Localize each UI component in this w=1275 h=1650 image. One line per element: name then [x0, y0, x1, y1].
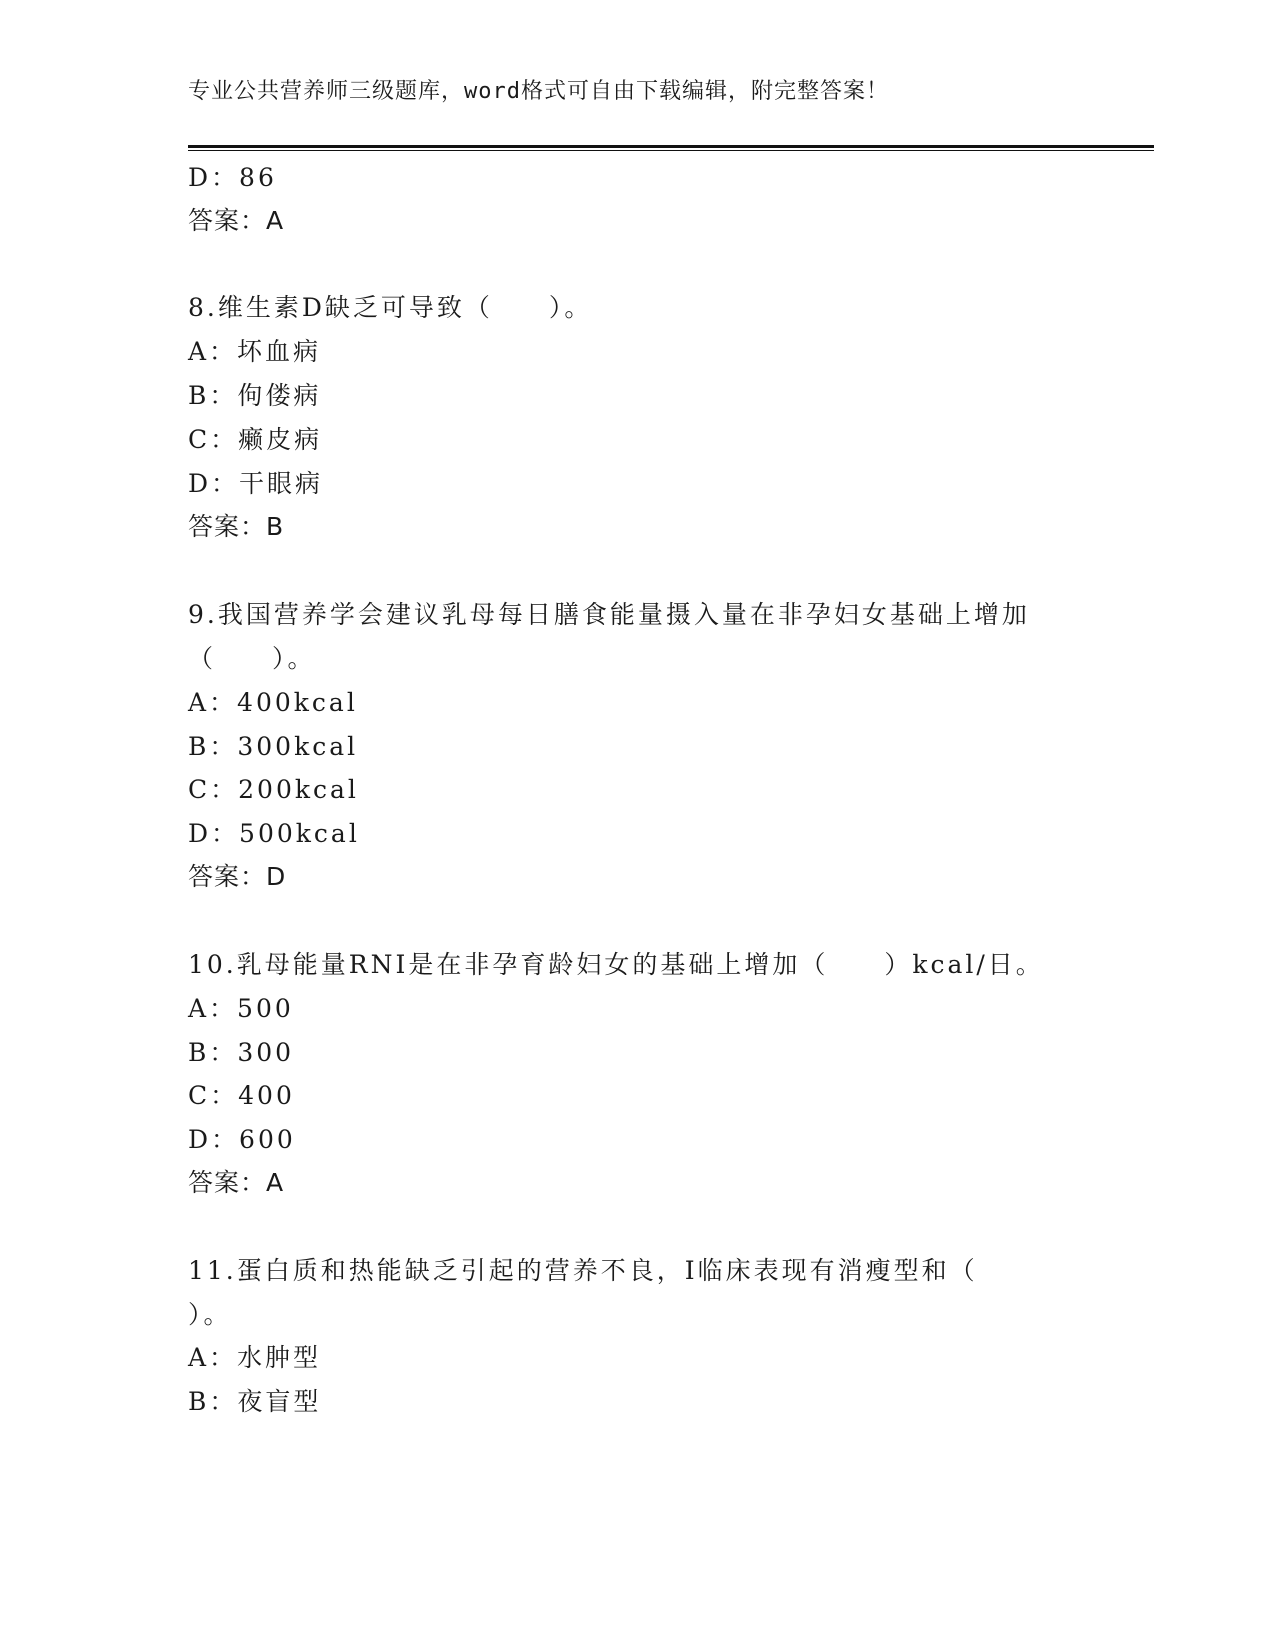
option-d-q7: D：86 — [188, 163, 277, 192]
option-c-q9: C：200kcal — [188, 775, 359, 804]
question-10: 10.乳母能量RNI是在非孕育龄妇女的基础上增加（ ）kcal/日。 — [188, 950, 1044, 979]
option-a-q9: A：400kcal — [188, 688, 358, 717]
option-b-q11: B：夜盲型 — [188, 1387, 322, 1416]
option-c-q8: C：癞皮病 — [188, 425, 323, 454]
option-b-q10: B：300 — [188, 1038, 295, 1067]
header-rule-thin — [188, 150, 1154, 151]
answer-q9: 答案：D — [188, 862, 287, 891]
question-11-cont: ）。 — [188, 1300, 232, 1329]
option-d-q9: D：500kcal — [188, 819, 360, 848]
header-rule-thick — [188, 145, 1154, 148]
question-11: 11.蛋白质和热能缺乏引起的营养不良，I临床表现有消瘦型和（ — [188, 1256, 978, 1285]
option-c-q10: C：400 — [188, 1081, 295, 1110]
option-a-q11: A：水肿型 — [188, 1343, 322, 1372]
option-a-q8: A：坏血病 — [188, 337, 322, 366]
question-8: 8.维生素D缺乏可导致（ ）。 — [188, 293, 593, 322]
header-text: 专业公共营养师三级题库，word格式可自由下载编辑，附完整答案！ — [188, 79, 889, 104]
question-9-cont: （ ）。 — [188, 644, 316, 673]
question-9: 9.我国营养学会建议乳母每日膳食能量摄入量在非孕妇女基础上增加 — [188, 600, 1030, 629]
answer-q10: 答案：A — [188, 1168, 285, 1197]
option-d-q10: D：600 — [188, 1125, 296, 1154]
option-b-q8: B：佝偻病 — [188, 381, 322, 410]
option-b-q9: B：300kcal — [188, 732, 359, 761]
option-a-q10: A：500 — [188, 994, 294, 1023]
answer-q7: 答案：A — [188, 206, 285, 235]
option-d-q8: D：干眼病 — [188, 469, 324, 498]
answer-q8: 答案：B — [188, 512, 285, 541]
